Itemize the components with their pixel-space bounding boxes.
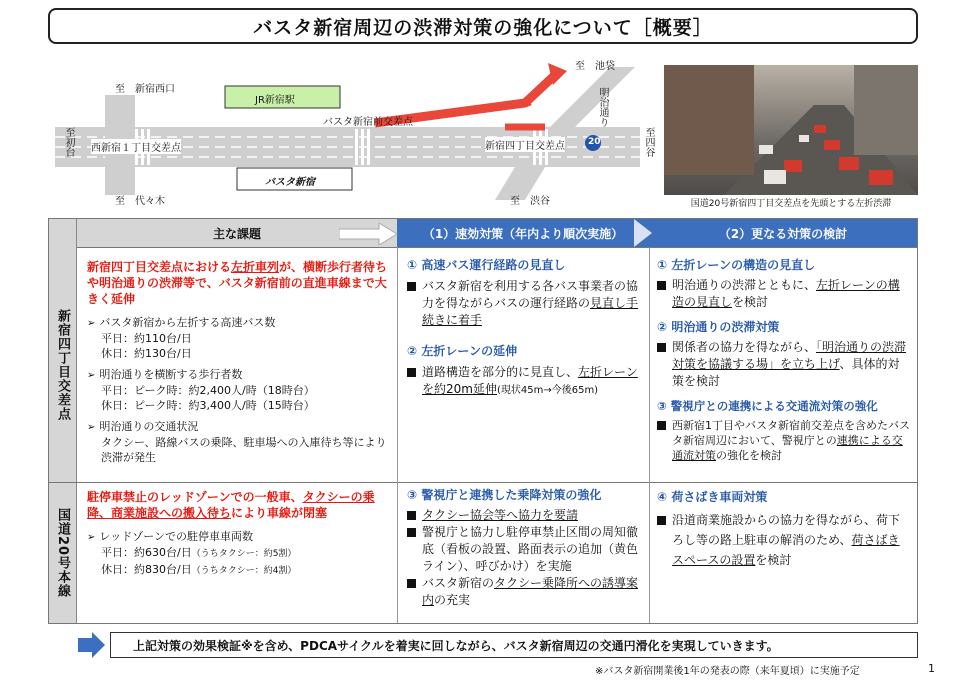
map-label-meiji: 明治通り <box>597 87 608 127</box>
header-immediate: （1）速効対策（年内より順次実施） <box>397 219 649 247</box>
map-label-basta-intersection: バスタ新宿前交差点 <box>323 117 413 128</box>
map-label-nishi-intersection: 西新宿１丁目交差点 <box>91 139 181 154</box>
measures-table <box>48 218 918 624</box>
basta-logo: バスタ新宿 <box>265 177 315 188</box>
footer-summary: 上記対策の効果検証※を含め、PDCAサイクルを着実に回しながら、バスタ新宿周辺の交通円滑化を実現していきます。 <box>110 632 918 658</box>
map-drawing <box>55 55 660 205</box>
row2-immediate: ③ 警視庁と連携した乗降対策の強化 タクシー協会等へ協力を要請 警視庁と協力し駐停車禁止区間の周知徹底（看板の設置、路面表示の追加（黄色ライン）、呼びかけ）を実施 バスタ新宿のタクシー乗降所への誘導案内の充実 <box>407 488 639 607</box>
map-label-yoyogi: 至 代々木 <box>115 196 165 207</box>
row-label-yotsuya: 新宿四丁目交差点 <box>49 247 77 482</box>
map-label-shibuya: 至 渋谷 <box>510 196 550 207</box>
photo-caption: 国道20号新宿四丁目交差点を先頭とする左折渋滞 <box>690 199 892 209</box>
area-map <box>55 55 660 205</box>
page-title: バスタ新宿周辺の渋滞対策の強化について［概要］ <box>48 8 918 44</box>
map-label-nishiguchi: 至 新宿西口 <box>115 84 175 95</box>
row1-issues: 新宿四丁目交差点における左折車列が、横断歩行者待ちや明治通りの渋滞等で、バスタ新宿前の直進車線まで大きく延伸 ➢ バスタ新宿から左折する高速バス数 平日：約110台/日 休日：約130台/日 ➢ 明治通りを横断する歩行者数 平日：ピーク時：約2,400人/時（18時台） 休日：ピーク時：約3,400人/時（15時台） ➢ 明治通りの交通状況 タクシー、路線バスの乗降、駐車場への入庫待ち等により渋滞が発生 <box>87 260 388 464</box>
footnote: ※バスタ新宿開業後1年の発表の際（来年夏頃）に実施予定 <box>595 666 860 677</box>
row2-issues: 駐停車禁止のレッドゾーンでの一般車、タクシーの乗降、商業施設への搬入待ちにより車線が閉塞 ➢ レッドゾーンでの駐停車車両数 平日：約630台/日（うちタクシー：約5割） 休日：約830台/日（うちタクシー：約4割） <box>87 490 375 576</box>
map-label-hatsudai: 至初台 <box>63 127 74 157</box>
chevron-right-icon <box>634 219 654 247</box>
arrow-icon <box>339 223 399 245</box>
footer-arrow-icon <box>78 632 106 658</box>
map-label-jr-station: JR新宿駅 <box>255 95 295 106</box>
map-label-ikebukuro: 至 池袋 <box>575 61 615 72</box>
header-issues: 主な課題 <box>77 219 397 247</box>
header-further: （2）更なる対策の検討 <box>649 219 917 247</box>
row-label-route20: 国道20号本線 <box>49 483 77 623</box>
map-label-yotsuya: 至四谷 <box>643 127 654 157</box>
row1-further: ① 左折レーンの構造の見直し 明治通りの渋滞とともに、左折レーンの構造の見直しを検討 ② 明治通りの渋滞対策 関係者の協力を得ながら、「明治通りの渋滞対策を協議する場」を立ち上げ、具体的対策を検討 ③ 警視庁との連携による交通流対策の強化 西新宿1丁目やバスタ新宿前交差点を含めたバスタ新宿周辺において、警視庁との連携による交通流対策の強化を検討 <box>657 258 910 462</box>
route-20-icon: 20 <box>588 137 601 147</box>
traffic-photo <box>664 65 918 195</box>
page-number: 1 <box>928 662 935 675</box>
traffic-photo-image <box>664 65 918 195</box>
row1-immediate: ① 高速バス運行経路の見直し バスタ新宿を利用する各バス事業者の協力を得ながらバスの運行経路の見直し手続きに着手 ② 左折レーンの延伸 道路構造を部分的に見直し、左折レーンを約20m延伸(現状45m→今後65m) <box>407 258 639 396</box>
map-label-yotsuya-intersection: 新宿四丁目交差点 <box>485 137 565 152</box>
row2-further: ④ 荷さばき車両対策 沿道商業施設からの協力を得ながら、荷下ろし等の路上駐車の解消のため、荷さばきスペースの設置を検討 <box>657 490 901 567</box>
